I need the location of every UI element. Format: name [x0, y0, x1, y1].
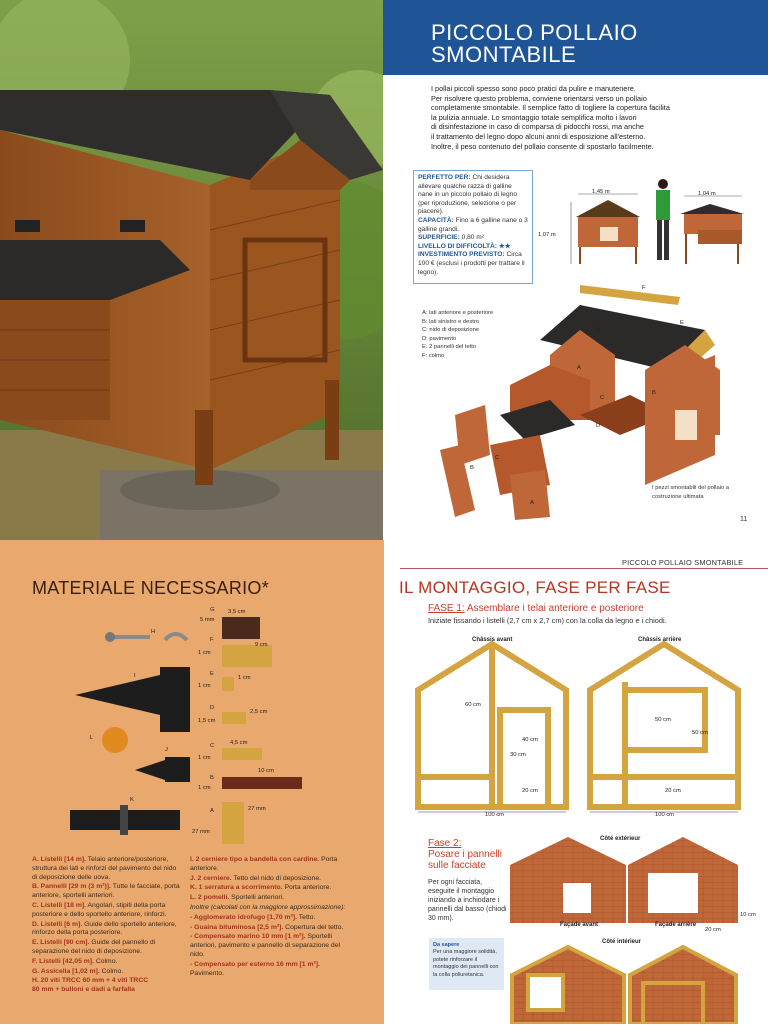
part-label: B: [470, 465, 474, 471]
intro-line: il trattamento del legno dopo alcuni anni di esposizione all'esterno.: [431, 131, 646, 141]
material-title: MATERIALE NECESSARIO*: [32, 578, 270, 598]
intro-line: la pulizia annuale. Lo smontaggio totale semplifica molto i lavori: [431, 112, 637, 122]
investimento-label: INVESTIMENTO PREVISTO:: [418, 251, 505, 259]
frame-dim: 100 cm: [655, 812, 675, 818]
fase2-dim: 20 cm: [705, 927, 721, 933]
capacita-label: CAPACITÀ:: [418, 216, 454, 224]
height-label: 1,07 m: [538, 232, 556, 238]
cote-interieur-label: Côté intérieur: [602, 939, 642, 945]
intro-text: [431, 84, 731, 151]
frame-dim: 30 cm: [510, 752, 526, 758]
superficie-text: 0,80 m²: [461, 234, 484, 242]
material-item: C. Listelli [18 m]. Angolari, stipiti della porta posteriore e dello sportello anteriore, rinforzi.: [32, 901, 167, 918]
material-item: L. 2 pomelli. Sportelli anteriori.: [190, 894, 285, 902]
piece-dim: 4,5 cm: [230, 740, 248, 746]
da-sapere-text: Per una maggiore solidità, potete rinforzare il montaggio dei pannelli con la colla poliuretanica.: [433, 949, 499, 978]
chassis-avant-label: Châssis avant: [472, 637, 513, 643]
piece-dim: 1 cm: [198, 683, 211, 689]
intro-line: I pollai piccoli spesso sono poco pratici da pulire e manutenere.: [431, 84, 636, 93]
intro-line: Inoltre, il peso contenuto del pollaio consente di spostarlo facilmente.: [431, 141, 654, 151]
piece-dim: 9 cm: [255, 642, 268, 648]
material-item: 80 mm + bulloni e dadi a farfalla: [32, 986, 135, 994]
difficolta-label: LIVELLO DI DIFFICOLTÀ:: [418, 242, 497, 250]
width-label: 1,45 m: [592, 189, 610, 195]
material-item: K. 1 serratura a scorrimento. Porta anteriore.: [190, 884, 332, 892]
part-label: F: [642, 285, 646, 291]
legend-item: C: nido di deposizione: [422, 327, 480, 334]
piece-dim: 1 cm: [198, 650, 211, 656]
part-label: D: [596, 423, 601, 429]
depth-label: 1,04 m: [698, 191, 716, 197]
montaggio-title: IL MONTAGGIO, FASE PER FASE: [399, 578, 671, 597]
perfetto-label: PERFETTO PER:: [418, 174, 471, 181]
coop-photo: [0, 0, 383, 540]
da-sapere-box: [429, 938, 504, 990]
material-item: B. Pannelli [29 m (3 m²)]. Tutte le facciate, porta anteriore, sportelli anteriori.: [32, 883, 180, 900]
part-label: A: [577, 365, 581, 371]
fase1-heading: FASE 1: Assemblare i telai anteriore e posteriore: [428, 603, 644, 614]
legend-item: B: lati sinistro e destro: [422, 318, 480, 325]
da-sapere-title: Da sapere: [433, 942, 460, 948]
part-label: E: [596, 327, 600, 333]
material-item: D. Listelli [6 m]. Guide dello sportello anteriore, rinforzo della porta posteriore.: [32, 920, 177, 937]
title-line-2: SMONTABILE: [431, 42, 577, 67]
facade-avant-label: Façade avant: [560, 922, 599, 928]
hardware-label: K: [130, 797, 134, 803]
perfetto-box: [413, 170, 533, 284]
material-item: - Compensato per esterno 16 mm [1 m²]. Pavimento.: [190, 960, 320, 977]
intro-line: completamente smontabile. Il semplice fatto di togliere la copertura facilita: [431, 103, 670, 113]
frames-diagram: [410, 632, 750, 822]
piece-letter: D: [210, 705, 215, 711]
chassis-arriere-label: Châssis arrière: [638, 637, 682, 643]
legend-item: E: 2 pannelli del tetto: [422, 344, 477, 351]
material-item: H. 20 viti TRCC 60 mm + 4 viti TRCC: [32, 977, 149, 985]
title-line-1: PICCOLO POLLAIO: [431, 20, 638, 45]
frame-dim: 60 cm: [465, 702, 481, 708]
material-item: - Compensato marino 10 mm [1 m²]. Sportelli anteriori, pavimento e pannello di separazione del nido.: [190, 933, 341, 958]
fase1-description: Iniziate fissando i listelli (2,7 cm x 2,7 cm) con la colla da legno e i chiodi.: [428, 616, 667, 625]
superficie-label: SUPERFICIE:: [418, 234, 460, 242]
material-item: E. Listelli [90 cm]. Guide del pannello di separazione del nido di deposizione.: [32, 939, 156, 955]
difficolta-stars: ★★: [498, 242, 511, 250]
piece-letter: F: [210, 637, 214, 643]
piece-letter: A: [210, 808, 214, 814]
fase2-description: Per ogni facciata, eseguite il montaggio iniziando a inchiodare i pannelli dal basso (chiodi 30 mm).: [428, 879, 507, 922]
material-item: I. 2 cerniere tipo a bandella con cardine. Porta anteriore.: [190, 856, 338, 872]
piece-dim: 1,5 cm: [198, 718, 216, 724]
material-note: Inoltre (calcolati con la maggiore approssimazione):: [190, 903, 346, 911]
dimension-illustration: [538, 172, 753, 272]
running-head-rule: [400, 568, 768, 569]
intro-line: Per risolvere questo problema, conviene orientarsi verso un pollaio: [431, 93, 647, 103]
piece-letter: G: [210, 607, 215, 613]
piece-dim: 2,5 cm: [250, 709, 268, 715]
part-label: B: [652, 390, 656, 396]
part-label: C: [600, 395, 605, 401]
piece-dim: 27 mm: [248, 806, 266, 812]
material-item: F. Listelli [42,05 m]. Colmo.: [32, 957, 118, 965]
material-item: G. Assicella [1,02 m]. Colmo.: [32, 967, 124, 975]
piece-dim: 27 mm: [192, 829, 210, 835]
page-title: [431, 22, 638, 66]
hardware-label: L: [90, 735, 94, 741]
piece-dim: 10 cm: [258, 768, 274, 774]
exploded-caption: I pezzi smontabili del pollaio a costruzione ultimata: [652, 485, 730, 500]
legend-item: D: pavimento: [422, 335, 457, 342]
part-label: E: [680, 320, 684, 326]
frame-dim: 40 cm: [522, 737, 538, 743]
part-label: A: [530, 500, 534, 506]
piece-letter: E: [210, 671, 214, 677]
fase2-dim: 10 cm: [740, 912, 756, 918]
running-head: PICCOLO POLLAIO SMONTABILE: [622, 558, 744, 567]
material-item: - Agglomerato idrofugo [1,70 m²]. Tetto.: [190, 913, 316, 921]
frame-dim: 100 cm: [485, 812, 505, 818]
fase2-heading: Fase 2: Posare i pannelli sulle facciate: [428, 838, 502, 871]
page-number: 11: [740, 516, 748, 523]
material-item: J. 2 cerniere. Tetto del nido di deposizione.: [190, 874, 322, 882]
cote-exterieur-label: Côté extérieur: [600, 836, 641, 842]
piece-dim: 1 cm: [238, 675, 251, 681]
perfetto-text: Chi desidera allevare qualche razza di galline nane in un piccolo pollaio di legno (per riproduzione, selezione o per piacere).: [418, 174, 517, 216]
hardware-label: I: [134, 673, 136, 679]
panels-diagram: [508, 835, 763, 1024]
piece-dim: 5 mm: [200, 617, 215, 623]
material-list-1: [32, 856, 180, 995]
material-list-2: [190, 856, 350, 979]
piece-dim: 1 cm: [198, 785, 211, 791]
frame-dim: 20 cm: [665, 788, 681, 794]
capacita-text: Fino a 6 galline nane o 3 galline grandi.: [418, 216, 528, 233]
investimento-text: Circa 100 € (esclusi i prodotti per trattare il legno).: [418, 251, 525, 276]
intro-line: di disinfestazione in caso di comparsa di pidocchi rossi, ma anche: [431, 122, 644, 132]
piece-letter: B: [210, 775, 214, 781]
frame-dim: 50 cm: [692, 730, 708, 736]
legend-item: F: colmo: [422, 352, 445, 359]
part-label: C: [495, 455, 500, 461]
piece-dim: 1 cm: [198, 755, 211, 761]
frame-dim: 50 cm: [655, 717, 671, 723]
material-item: A. Listelli [14 m]. Telaio anteriore/posteriore, struttura dei lati e rinforzi del pavimento del nido di deposizione delle uova.: [32, 856, 177, 881]
material-illustration: [60, 605, 360, 850]
legend-item: A: lati anteriore e posteriore: [422, 310, 494, 316]
material-item: - Guaina bituminosa [2,5 m²]. Copertura del tetto.: [190, 923, 344, 931]
hardware-label: J: [165, 747, 168, 753]
piece-letter: C: [210, 743, 215, 749]
facade-arriere-label: Façade arrière: [655, 922, 697, 928]
hardware-label: H: [151, 629, 156, 635]
frame-dim: 20 cm: [522, 788, 538, 794]
piece-dim: 3,5 cm: [228, 609, 246, 615]
